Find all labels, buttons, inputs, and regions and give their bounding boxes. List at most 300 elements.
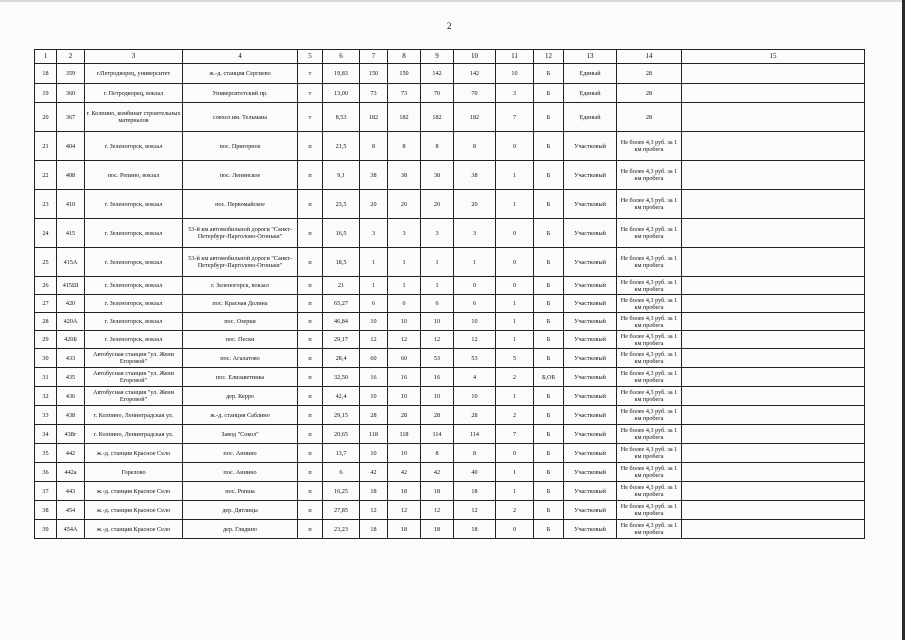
table-cell: 16: [360, 368, 388, 387]
table-cell: совхоз им. Тельмана: [183, 103, 298, 132]
table-row: [35, 132, 865, 161]
column-header: 11: [496, 50, 534, 64]
table-cell: г. Петродворец, вокзал: [85, 84, 183, 103]
table-cell: Участковый: [564, 132, 617, 161]
column-header: 6: [323, 50, 360, 64]
table-cell: 420Б: [57, 331, 85, 349]
table-cell: Не более 4,3 руб. за 1 км пробега: [617, 248, 682, 277]
table-cell: 1: [388, 277, 421, 295]
table-cell: Участковый: [564, 349, 617, 368]
table-cell: 12: [421, 331, 454, 349]
table-cell: 60: [360, 349, 388, 368]
table-cell: 42: [421, 463, 454, 482]
table-cell: Б: [534, 482, 564, 501]
table-cell: 21: [323, 277, 360, 295]
column-header: 15: [682, 50, 865, 64]
table-cell: г. Колпино, комбинат строительных материалов: [85, 103, 183, 132]
table-cell: 19,83: [323, 64, 360, 84]
table-cell: 6: [388, 295, 421, 313]
table-cell: 23: [35, 190, 57, 219]
table-cell: 10: [360, 444, 388, 463]
table-cell: 28,4: [323, 349, 360, 368]
table-row: [35, 277, 865, 295]
table-cell: 8: [421, 444, 454, 463]
table-cell: 10: [454, 313, 496, 331]
table-cell: 442: [57, 444, 85, 463]
table-cell: 10: [421, 387, 454, 406]
table-cell: 114: [454, 425, 496, 444]
table-cell: 18: [421, 520, 454, 539]
table-cell: [682, 482, 865, 501]
table-cell: г. Зеленогорск, вокзал: [85, 277, 183, 295]
table-cell: 1: [496, 161, 534, 190]
table-cell: 367: [57, 103, 85, 132]
table-cell: Участковый: [564, 463, 617, 482]
table-cell: 28: [421, 406, 454, 425]
table-cell: Участковый: [564, 387, 617, 406]
table-cell: 16: [388, 368, 421, 387]
table-cell: 28: [617, 64, 682, 84]
table-cell: т: [298, 103, 323, 132]
table-cell: Б: [534, 387, 564, 406]
table-cell: 38: [388, 161, 421, 190]
table-cell: Не более 4,3 руб. за 1 км пробега: [617, 406, 682, 425]
table-cell: г. Зеленогорск, вокзал: [85, 190, 183, 219]
table-cell: ж.-д. станция Красное Село: [85, 501, 183, 520]
table-cell: г. Колпино, Ленинградская ул.: [85, 425, 183, 444]
table-cell: Б: [534, 444, 564, 463]
table-cell: пос. Пески: [183, 331, 298, 349]
table-row: [35, 482, 865, 501]
table-cell: 18: [421, 482, 454, 501]
table-cell: [682, 463, 865, 482]
table-cell: 13,7: [323, 444, 360, 463]
table-cell: 6: [421, 295, 454, 313]
table-cell: 18: [454, 520, 496, 539]
table-cell: 29,15: [323, 406, 360, 425]
table-row: [35, 295, 865, 313]
table-cell: Б: [534, 520, 564, 539]
table-cell: Не более 4,3 руб. за 1 км пробега: [617, 463, 682, 482]
table-cell: 118: [388, 425, 421, 444]
table-cell: 1: [496, 331, 534, 349]
table-cell: [682, 84, 865, 103]
table-cell: 10: [421, 313, 454, 331]
table-cell: 10: [388, 387, 421, 406]
table-cell: 442а: [57, 463, 85, 482]
routes-table: [34, 49, 865, 539]
table-cell: 1: [360, 277, 388, 295]
table-cell: 12: [454, 331, 496, 349]
table-cell: 42: [360, 463, 388, 482]
table-cell: Участковый: [564, 248, 617, 277]
table-cell: [682, 425, 865, 444]
table-cell: 38: [421, 161, 454, 190]
table-cell: п: [298, 501, 323, 520]
table-cell: Участковый: [564, 520, 617, 539]
table-cell: 415А: [57, 248, 85, 277]
table-cell: дер. Глядино: [183, 520, 298, 539]
table-cell: Единый: [564, 64, 617, 84]
table-cell: 16: [421, 368, 454, 387]
table-cell: пос. Первомайское: [183, 190, 298, 219]
table-row: [35, 368, 865, 387]
table-row: [35, 84, 865, 103]
table-cell: [682, 349, 865, 368]
table-cell: 8: [421, 132, 454, 161]
table-cell: 53-й км автомобильной дороги "Санкт-Петербург-Парголово-Огоньки": [183, 219, 298, 248]
table-cell: Не более 4,3 руб. за 1 км пробега: [617, 132, 682, 161]
table-cell: 19: [35, 84, 57, 103]
table-row: [35, 190, 865, 219]
table-cell: 1: [496, 313, 534, 331]
table-cell: г. Зеленогорск, вокзал: [85, 331, 183, 349]
table-cell: 31: [35, 368, 57, 387]
table-cell: г. Зеленогорск, вокзал: [85, 132, 183, 161]
table-cell: Единый: [564, 84, 617, 103]
table-cell: 12: [388, 331, 421, 349]
table-cell: 7: [496, 103, 534, 132]
table-cell: 436: [57, 387, 85, 406]
table-cell: пос. Пригорное: [183, 132, 298, 161]
table-body: [35, 64, 865, 539]
table-cell: Участковый: [564, 425, 617, 444]
table-cell: дер. Керро: [183, 387, 298, 406]
column-header: 3: [85, 50, 183, 64]
table-cell: 53: [454, 349, 496, 368]
table-cell: Горелово: [85, 463, 183, 482]
table-cell: 32: [35, 387, 57, 406]
table-cell: 27: [35, 295, 57, 313]
table-cell: 20: [454, 190, 496, 219]
column-header: 7: [360, 50, 388, 64]
table-row: [35, 103, 865, 132]
table-cell: 18: [388, 482, 421, 501]
table-cell: Б: [534, 219, 564, 248]
table-cell: [682, 501, 865, 520]
table-cell: 3: [360, 219, 388, 248]
table-cell: Б: [534, 406, 564, 425]
table-cell: 53: [421, 349, 454, 368]
table-cell: ж.-д. станция Красное Село: [85, 520, 183, 539]
table-cell: 150: [388, 64, 421, 84]
table-cell: 150: [360, 64, 388, 84]
table-cell: п: [298, 313, 323, 331]
table-cell: 182: [454, 103, 496, 132]
table-row: [35, 425, 865, 444]
table-row: [35, 520, 865, 539]
table-cell: 359: [57, 64, 85, 84]
table-cell: 29,17: [323, 331, 360, 349]
table-cell: пос. Красная Долина: [183, 295, 298, 313]
table-cell: 53-й км автомобильной дороги "Санкт-Петербург-Парголово-Огоньки": [183, 248, 298, 277]
table-cell: Участковый: [564, 368, 617, 387]
table-cell: [682, 368, 865, 387]
table-cell: 16,25: [323, 482, 360, 501]
table-cell: 3: [388, 219, 421, 248]
table-cell: [682, 331, 865, 349]
table-cell: 28: [360, 406, 388, 425]
table-cell: 1: [454, 248, 496, 277]
table-cell: п: [298, 406, 323, 425]
table-cell: 21: [35, 132, 57, 161]
table-cell: Завод "Сокол": [183, 425, 298, 444]
table-cell: ж.-д. станция Красное Село: [85, 444, 183, 463]
table-cell: 182: [421, 103, 454, 132]
table-cell: Не более 4,3 руб. за 1 км пробега: [617, 219, 682, 248]
table-cell: 35: [35, 444, 57, 463]
table-cell: 12: [360, 331, 388, 349]
table-cell: 26: [35, 277, 57, 295]
table-cell: 60: [388, 349, 421, 368]
table-cell: Б: [534, 190, 564, 219]
table-cell: Не более 4,3 руб. за 1 км пробега: [617, 190, 682, 219]
table-cell: 10: [388, 313, 421, 331]
table-cell: п: [298, 331, 323, 349]
column-header: 13: [564, 50, 617, 64]
table-cell: п: [298, 219, 323, 248]
table-cell: 0: [496, 219, 534, 248]
table-cell: [682, 313, 865, 331]
table-cell: 8: [388, 132, 421, 161]
table-cell: п: [298, 161, 323, 190]
page-number: 2: [447, 21, 452, 31]
table-cell: 6: [360, 295, 388, 313]
table-cell: 13,00: [323, 84, 360, 103]
table-cell: 1: [496, 463, 534, 482]
table-cell: 360: [57, 84, 85, 103]
table-cell: т: [298, 64, 323, 84]
table-row: [35, 248, 865, 277]
table-cell: п: [298, 520, 323, 539]
table-cell: 22: [35, 161, 57, 190]
table-row: [35, 219, 865, 248]
table-cell: п: [298, 482, 323, 501]
table-cell: 415Ш: [57, 277, 85, 295]
table-cell: 0: [496, 248, 534, 277]
table-cell: 38: [35, 501, 57, 520]
table-cell: Не более 4,3 руб. за 1 км пробега: [617, 425, 682, 444]
table-cell: 1: [360, 248, 388, 277]
column-header: 8: [388, 50, 421, 64]
table-cell: 8,53: [323, 103, 360, 132]
table-cell: 408: [57, 161, 85, 190]
table-cell: [682, 219, 865, 248]
table-cell: г. Зеленогорск, вокзал: [183, 277, 298, 295]
table-cell: 142: [454, 64, 496, 84]
table-cell: 454: [57, 501, 85, 520]
table-cell: 1: [496, 482, 534, 501]
table-cell: 438г: [57, 425, 85, 444]
table-cell: Не более 4,3 руб. за 1 км пробега: [617, 387, 682, 406]
table-row: [35, 387, 865, 406]
table-cell: Участковый: [564, 295, 617, 313]
table-cell: [682, 248, 865, 277]
table-row: [35, 444, 865, 463]
table-row: [35, 349, 865, 368]
table-cell: Автобусная станция "ул. Жени Егоровой": [85, 387, 183, 406]
table-cell: 1: [496, 387, 534, 406]
table-cell: п: [298, 277, 323, 295]
table-cell: 34: [35, 425, 57, 444]
table-cell: 7: [496, 425, 534, 444]
table-row: [35, 313, 865, 331]
table-cell: 30: [35, 349, 57, 368]
table-cell: дер. Дятлицы: [183, 501, 298, 520]
table-cell: 32,50: [323, 368, 360, 387]
table-cell: Б: [534, 64, 564, 84]
table-cell: 415: [57, 219, 85, 248]
table-cell: Не более 4,3 руб. за 1 км пробега: [617, 368, 682, 387]
table-cell: Участковый: [564, 501, 617, 520]
table-cell: 39: [35, 520, 57, 539]
table-cell: 2: [496, 368, 534, 387]
table-cell: п: [298, 349, 323, 368]
table-cell: Б: [534, 84, 564, 103]
table-cell: 114: [421, 425, 454, 444]
table-cell: 1: [388, 248, 421, 277]
table-cell: 23,5: [323, 190, 360, 219]
table-cell: 70: [454, 84, 496, 103]
table-cell: п: [298, 368, 323, 387]
page-top-edge: [0, 0, 905, 2]
table-row: [35, 64, 865, 84]
table-cell: 33: [35, 406, 57, 425]
table-cell: 28: [617, 84, 682, 103]
table-cell: [682, 277, 865, 295]
table-cell: Б: [534, 103, 564, 132]
table-cell: [682, 406, 865, 425]
table-cell: [682, 64, 865, 84]
table-cell: 5: [496, 349, 534, 368]
table-cell: 18: [35, 64, 57, 84]
table-cell: 118: [360, 425, 388, 444]
table-cell: 28: [388, 406, 421, 425]
column-header: 14: [617, 50, 682, 64]
table-cell: 142: [421, 64, 454, 84]
table-cell: 21,5: [323, 132, 360, 161]
table-cell: 433: [57, 349, 85, 368]
table-cell: г. Зеленогорск, вокзал: [85, 219, 183, 248]
table-cell: 18: [388, 520, 421, 539]
table-cell: Не более 4,3 руб. за 1 км пробега: [617, 501, 682, 520]
table-cell: 46,84: [323, 313, 360, 331]
table-cell: Не более 4,3 руб. за 1 км пробега: [617, 482, 682, 501]
table-cell: 420А: [57, 313, 85, 331]
table-cell: п: [298, 425, 323, 444]
table-cell: Б: [534, 313, 564, 331]
table-cell: 73: [360, 84, 388, 103]
table-cell: 42: [388, 463, 421, 482]
table-cell: Не более 4,3 руб. за 1 км пробега: [617, 520, 682, 539]
table-cell: Не более 4,3 руб. за 1 км пробега: [617, 313, 682, 331]
table-cell: п: [298, 444, 323, 463]
table-cell: [682, 295, 865, 313]
table-cell: [682, 444, 865, 463]
table-row: [35, 161, 865, 190]
table-cell: Б: [534, 295, 564, 313]
table-cell: 28: [454, 406, 496, 425]
table-cell: ж.-д. станция Красное Село: [85, 482, 183, 501]
table-cell: 29: [35, 331, 57, 349]
table-cell: пос. Озерки: [183, 313, 298, 331]
table-cell: г. Зеленогорск, вокзал: [85, 295, 183, 313]
table-cell: 0: [496, 520, 534, 539]
table-cell: 12: [360, 501, 388, 520]
table-cell: Б: [534, 277, 564, 295]
table-cell: 20: [35, 103, 57, 132]
table-cell: 182: [360, 103, 388, 132]
table-cell: [682, 520, 865, 539]
table-cell: Не более 4,3 руб. за 1 км пробега: [617, 161, 682, 190]
table-cell: г. Зеленогорск, вокзал: [85, 248, 183, 277]
column-header: 12: [534, 50, 564, 64]
table-cell: 28: [617, 103, 682, 132]
table-cell: 40: [454, 463, 496, 482]
table-cell: пос. Аннино: [183, 463, 298, 482]
table-cell: 8: [454, 132, 496, 161]
table-cell: 12: [454, 501, 496, 520]
table-cell: 2: [496, 501, 534, 520]
table-cell: 1: [421, 248, 454, 277]
table-cell: [682, 103, 865, 132]
table-cell: 0: [454, 277, 496, 295]
table-cell: 8: [454, 444, 496, 463]
table-cell: 27,85: [323, 501, 360, 520]
table-cell: 0: [496, 444, 534, 463]
table-cell: 12: [388, 501, 421, 520]
table-cell: Участковый: [564, 313, 617, 331]
table-cell: 3: [496, 84, 534, 103]
table-cell: 37: [35, 482, 57, 501]
table-cell: 42,4: [323, 387, 360, 406]
table-cell: [682, 161, 865, 190]
table-cell: 9,1: [323, 161, 360, 190]
table-cell: 1: [496, 190, 534, 219]
table-row: [35, 331, 865, 349]
header-row: [35, 50, 865, 64]
table-cell: Автобусная станция "ул. Жени Егоровой": [85, 368, 183, 387]
table-cell: 6: [323, 463, 360, 482]
table-row: [35, 406, 865, 425]
table-cell: п: [298, 387, 323, 406]
table-cell: пос. Агалатово: [183, 349, 298, 368]
table-cell: г. Колпино, Ленинградская ул.: [85, 406, 183, 425]
table-cell: пос. Ленинское: [183, 161, 298, 190]
table-cell: 16,5: [323, 219, 360, 248]
table-cell: 20: [360, 190, 388, 219]
table-cell: пос. Аннино: [183, 444, 298, 463]
table-cell: 8: [360, 132, 388, 161]
table-cell: 438: [57, 406, 85, 425]
table-row: [35, 463, 865, 482]
column-header: 5: [298, 50, 323, 64]
table-cell: Участковый: [564, 190, 617, 219]
column-header: 2: [57, 50, 85, 64]
table-cell: пос. Репино, вокзал: [85, 161, 183, 190]
table-cell: Участковый: [564, 482, 617, 501]
table-cell: Не более 4,3 руб. за 1 км пробега: [617, 349, 682, 368]
table-cell: 73: [388, 84, 421, 103]
table-cell: 25: [35, 248, 57, 277]
table-cell: 10: [496, 64, 534, 84]
table-cell: 20,65: [323, 425, 360, 444]
table-cell: Участковый: [564, 331, 617, 349]
table-cell: пос. Ропша: [183, 482, 298, 501]
table-cell: т: [298, 84, 323, 103]
table-cell: 36: [35, 463, 57, 482]
table-cell: г. Зеленогорск, вокзал: [85, 313, 183, 331]
